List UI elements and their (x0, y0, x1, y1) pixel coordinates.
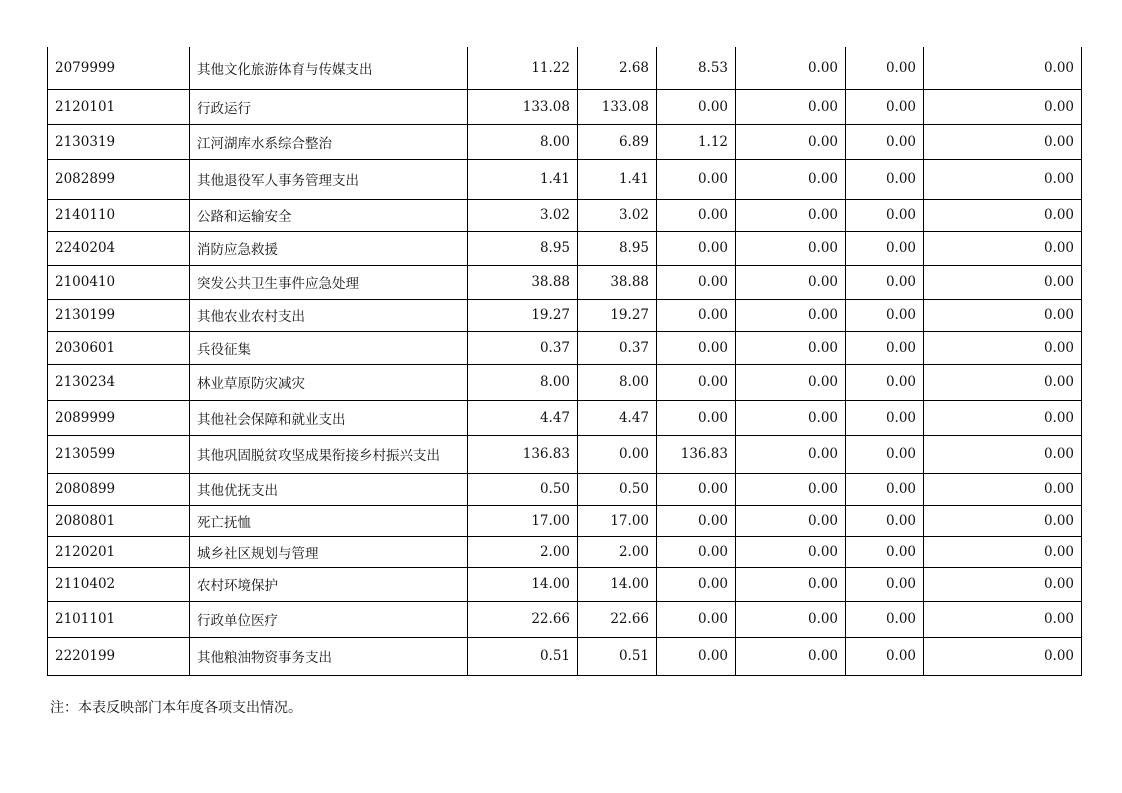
amount-cell: 38.88 (468, 265, 578, 299)
amount-cell: 19.27 (468, 299, 578, 331)
amount-cell: 136.83 (468, 435, 578, 473)
amount-cell: 0.00 (846, 435, 924, 473)
amount-cell: 0.00 (657, 364, 736, 400)
amount-cell: 0.00 (736, 124, 846, 159)
amount-cell: 0.00 (736, 400, 846, 435)
subject-name-cell: 兵役征集 (190, 331, 468, 364)
amount-cell: 0.00 (924, 124, 1082, 159)
amount-cell: 1.41 (468, 159, 578, 199)
amount-cell: 0.00 (924, 331, 1082, 364)
amount-cell: 0.00 (846, 299, 924, 331)
subject-name-cell: 其他社会保障和就业支出 (190, 400, 468, 435)
amount-cell: 0.00 (846, 231, 924, 265)
subject-code-cell: 2101101 (48, 601, 190, 637)
amount-cell: 0.00 (846, 89, 924, 124)
amount-cell: 0.00 (924, 473, 1082, 505)
amount-cell: 0.00 (924, 231, 1082, 265)
subject-code-cell: 2110402 (48, 567, 190, 601)
subject-code-cell: 2120101 (48, 89, 190, 124)
subject-code-cell: 2089999 (48, 400, 190, 435)
amount-cell: 0.00 (924, 299, 1082, 331)
amount-cell: 0.00 (736, 536, 846, 567)
subject-code-cell: 2130199 (48, 299, 190, 331)
amount-cell: 2.00 (468, 536, 578, 567)
amount-cell: 0.00 (657, 601, 736, 637)
amount-cell: 0.00 (924, 89, 1082, 124)
amount-cell: 136.83 (657, 435, 736, 473)
amount-cell: 0.00 (657, 331, 736, 364)
amount-cell: 0.00 (657, 473, 736, 505)
amount-cell: 0.00 (736, 231, 846, 265)
subject-code-cell: 2100410 (48, 265, 190, 299)
subject-code-cell: 2030601 (48, 331, 190, 364)
amount-cell: 1.12 (657, 124, 736, 159)
table-row (48, 199, 1082, 231)
table-row (48, 159, 1082, 199)
subject-name-cell: 其他粮油物资事务支出 (190, 637, 468, 675)
amount-cell: 0.00 (736, 89, 846, 124)
amount-cell: 0.00 (657, 159, 736, 199)
amount-cell: 3.02 (468, 199, 578, 231)
amount-cell: 0.00 (924, 400, 1082, 435)
amount-cell: 0.51 (468, 637, 578, 675)
amount-cell: 133.08 (468, 89, 578, 124)
amount-cell: 0.00 (846, 536, 924, 567)
subject-code-cell: 2140110 (48, 199, 190, 231)
table-body (48, 47, 1082, 675)
amount-cell: 0.00 (846, 637, 924, 675)
table-row (48, 435, 1082, 473)
subject-name-cell: 其他巩固脱贫攻坚成果衔接乡村振兴支出 (190, 435, 468, 473)
subject-code-cell: 2080899 (48, 473, 190, 505)
amount-cell: 0.50 (578, 473, 657, 505)
table-row (48, 364, 1082, 400)
table-row (48, 231, 1082, 265)
subject-name-cell: 其他文化旅游体育与传媒支出 (190, 47, 468, 89)
amount-cell: 0.00 (924, 536, 1082, 567)
amount-cell: 0.51 (578, 637, 657, 675)
amount-cell: 0.00 (924, 159, 1082, 199)
amount-cell: 4.47 (468, 400, 578, 435)
subject-name-cell: 其他农业农村支出 (190, 299, 468, 331)
amount-cell: 6.89 (578, 124, 657, 159)
amount-cell: 0.00 (924, 435, 1082, 473)
amount-cell: 38.88 (578, 265, 657, 299)
amount-cell: 0.50 (468, 473, 578, 505)
subject-code-cell: 2130599 (48, 435, 190, 473)
subject-code-cell: 2130319 (48, 124, 190, 159)
amount-cell: 0.00 (924, 199, 1082, 231)
amount-cell: 0.00 (657, 265, 736, 299)
table-row (48, 89, 1082, 124)
subject-code-cell: 2082899 (48, 159, 190, 199)
amount-cell: 17.00 (578, 505, 657, 536)
amount-cell: 0.00 (736, 601, 846, 637)
subject-code-cell: 2120201 (48, 536, 190, 567)
amount-cell: 14.00 (468, 567, 578, 601)
subject-name-cell: 突发公共卫生事件应急处理 (190, 265, 468, 299)
amount-cell: 0.00 (736, 505, 846, 536)
amount-cell: 0.00 (924, 505, 1082, 536)
amount-cell: 0.00 (736, 637, 846, 675)
subject-name-cell: 其他退役军人事务管理支出 (190, 159, 468, 199)
table-row (48, 601, 1082, 637)
amount-cell: 0.00 (924, 567, 1082, 601)
amount-cell: 0.00 (924, 601, 1082, 637)
table-row (48, 473, 1082, 505)
table-row (48, 124, 1082, 159)
subject-code-cell: 2080801 (48, 505, 190, 536)
subject-name-cell: 城乡社区规划与管理 (190, 536, 468, 567)
amount-cell: 0.00 (846, 400, 924, 435)
subject-name-cell: 行政单位医疗 (190, 601, 468, 637)
amount-cell: 22.66 (468, 601, 578, 637)
subject-code-cell: 2220199 (48, 637, 190, 675)
table-row (48, 331, 1082, 364)
amount-cell: 8.95 (468, 231, 578, 265)
amount-cell: 14.00 (578, 567, 657, 601)
amount-cell: 1.41 (578, 159, 657, 199)
amount-cell: 0.00 (846, 47, 924, 89)
amount-cell: 0.00 (736, 265, 846, 299)
amount-cell: 0.00 (657, 567, 736, 601)
table-row (48, 536, 1082, 567)
amount-cell: 8.00 (468, 364, 578, 400)
amount-cell: 0.00 (736, 159, 846, 199)
subject-name-cell: 林业草原防灾减灾 (190, 364, 468, 400)
amount-cell: 2.68 (578, 47, 657, 89)
amount-cell: 0.00 (736, 567, 846, 601)
amount-cell: 0.00 (578, 435, 657, 473)
amount-cell: 0.00 (846, 265, 924, 299)
amount-cell: 3.02 (578, 199, 657, 231)
amount-cell: 0.00 (657, 89, 736, 124)
amount-cell: 0.00 (736, 331, 846, 364)
amount-cell: 0.00 (846, 567, 924, 601)
table-row (48, 299, 1082, 331)
amount-cell: 0.00 (846, 331, 924, 364)
amount-cell: 0.00 (736, 473, 846, 505)
amount-cell: 0.00 (736, 364, 846, 400)
amount-cell: 0.00 (924, 637, 1082, 675)
subject-name-cell: 其他优抚支出 (190, 473, 468, 505)
amount-cell: 22.66 (578, 601, 657, 637)
table-row (48, 505, 1082, 536)
amount-cell: 8.00 (468, 124, 578, 159)
amount-cell: 0.00 (846, 124, 924, 159)
table-note: 注：本表反映部门本年度各项支出情况。 (50, 700, 302, 716)
amount-cell: 0.00 (846, 364, 924, 400)
amount-cell: 8.00 (578, 364, 657, 400)
amount-cell: 0.00 (846, 473, 924, 505)
amount-cell: 0.00 (657, 199, 736, 231)
amount-cell: 0.00 (657, 400, 736, 435)
amount-cell: 0.00 (846, 601, 924, 637)
amount-cell: 0.37 (468, 331, 578, 364)
subject-name-cell: 死亡抚恤 (190, 505, 468, 536)
amount-cell: 0.00 (657, 536, 736, 567)
table-row (48, 265, 1082, 299)
amount-cell: 0.00 (736, 435, 846, 473)
subject-name-cell: 农村环境保护 (190, 567, 468, 601)
amount-cell: 4.47 (578, 400, 657, 435)
subject-code-cell: 2130234 (48, 364, 190, 400)
amount-cell: 0.00 (657, 637, 736, 675)
amount-cell: 0.00 (846, 505, 924, 536)
table-row (48, 400, 1082, 435)
amount-cell: 0.00 (657, 505, 736, 536)
amount-cell: 0.00 (657, 299, 736, 331)
expenditure-table (47, 47, 1082, 676)
amount-cell: 0.00 (736, 299, 846, 331)
amount-cell: 0.00 (924, 364, 1082, 400)
amount-cell: 0.00 (846, 199, 924, 231)
amount-cell: 0.37 (578, 331, 657, 364)
amount-cell: 0.00 (924, 47, 1082, 89)
subject-name-cell: 公路和运输安全 (190, 199, 468, 231)
amount-cell: 8.53 (657, 47, 736, 89)
amount-cell: 2.00 (578, 536, 657, 567)
amount-cell: 0.00 (736, 47, 846, 89)
subject-code-cell: 2079999 (48, 47, 190, 89)
subject-code-cell: 2240204 (48, 231, 190, 265)
amount-cell: 11.22 (468, 47, 578, 89)
table-row (48, 637, 1082, 675)
subject-name-cell: 消防应急救援 (190, 231, 468, 265)
amount-cell: 0.00 (846, 159, 924, 199)
table-row (48, 567, 1082, 601)
amount-cell: 0.00 (736, 199, 846, 231)
amount-cell: 17.00 (468, 505, 578, 536)
subject-name-cell: 行政运行 (190, 89, 468, 124)
table-row (48, 47, 1082, 89)
amount-cell: 0.00 (657, 231, 736, 265)
amount-cell: 133.08 (578, 89, 657, 124)
amount-cell: 19.27 (578, 299, 657, 331)
amount-cell: 0.00 (924, 265, 1082, 299)
subject-name-cell: 江河湖库水系综合整治 (190, 124, 468, 159)
amount-cell: 8.95 (578, 231, 657, 265)
